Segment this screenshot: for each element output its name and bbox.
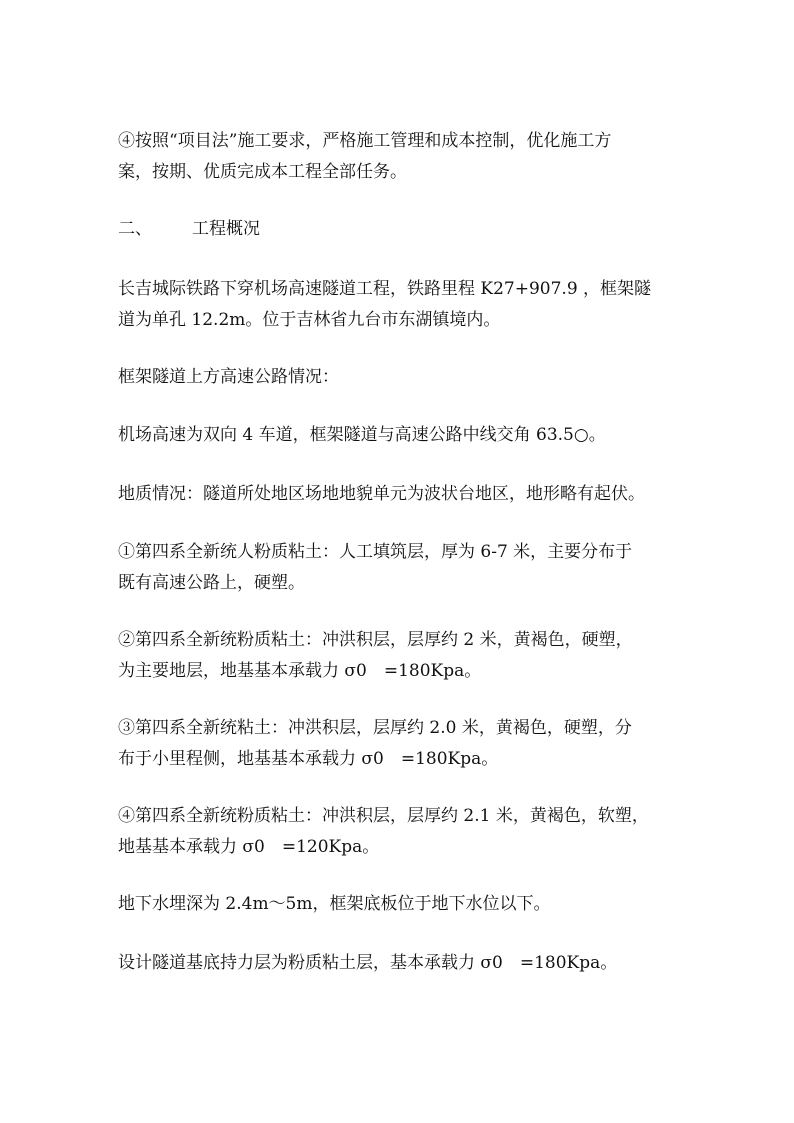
paragraph-line: ①第四系全新统人粉质粘土：人工填筑层，厚为 6-7 米，主要分布于 <box>118 542 633 562</box>
paragraph-line: ④按照“项目法”施工要求，严格施工管理和成本控制，优化施工方 <box>118 131 612 151</box>
paragraph-layer-1 <box>118 537 678 599</box>
paragraph-bearing-layer <box>118 948 678 979</box>
paragraph-highway-lanes <box>118 420 678 451</box>
paragraph-layer-3 <box>118 713 678 775</box>
paragraph-groundwater <box>118 889 678 920</box>
paragraph-geology <box>118 479 678 510</box>
paragraph-line: ④第四系全新统粉质粘土：冲洪积层，层厚约 2.1 米，黄褐色，软塑， <box>118 806 649 826</box>
paragraph-line: 案，按期、优质完成本工程全部任务。 <box>118 162 407 182</box>
paragraph-line: 地基基本承载力 σ0 =120Kpa。 <box>118 837 380 857</box>
section-title: 工程概况 <box>192 219 260 239</box>
paragraph-line: 布于小里程侧，地基基本承载力 σ0 =180Kpa。 <box>118 749 499 769</box>
paragraph-line: ③第四系全新统粘土：冲洪积层，层厚约 2.0 米，黄褐色，硬塑，分 <box>118 718 632 738</box>
paragraph-project-method <box>118 126 678 188</box>
paragraph-line: ②第四系全新统粉质粘土：冲洪积层，层厚约 2 米，黄褐色，硬塑， <box>118 630 633 650</box>
paragraph-line: 设计隧道基底持力层为粉质粘土层，基本承载力 σ0 =180Kpa。 <box>118 953 618 973</box>
paragraph-highway-heading <box>118 362 678 393</box>
paragraph-line: 地质情况：隧道所处地区场地地貌单元为波状台地区，地形略有起伏。 <box>118 484 645 504</box>
paragraph-layer-4 <box>118 801 678 863</box>
paragraph-line: 框架隧道上方高速公路情况： <box>118 367 339 387</box>
section-number: 二、 <box>118 219 152 239</box>
paragraph-line: 道为单孔 12.2m。位于吉林省九台市东湖镇境内。 <box>118 310 501 330</box>
paragraph-project-overview <box>118 274 678 336</box>
paragraph-line: 既有高速公路上，硬塑。 <box>118 573 305 593</box>
paragraph-line: 地下水埋深为 2.4m～5m，框架底板位于地下水位以下。 <box>118 894 551 914</box>
section-heading <box>118 214 678 245</box>
paragraph-line: 长吉城际铁路下穿机场高速隧道工程，铁路里程 K27+907.9 ，框架隧 <box>118 279 652 299</box>
paragraph-layer-2 <box>118 625 678 687</box>
section-heading-line <box>118 214 678 245</box>
paragraph-line: 机场高速为双向 4 车道，框架隧道与高速公路中线交角 63.5○。 <box>118 425 606 445</box>
paragraph-line: 为主要地层，地基基本承载力 σ0 =180Kpa。 <box>118 661 482 681</box>
